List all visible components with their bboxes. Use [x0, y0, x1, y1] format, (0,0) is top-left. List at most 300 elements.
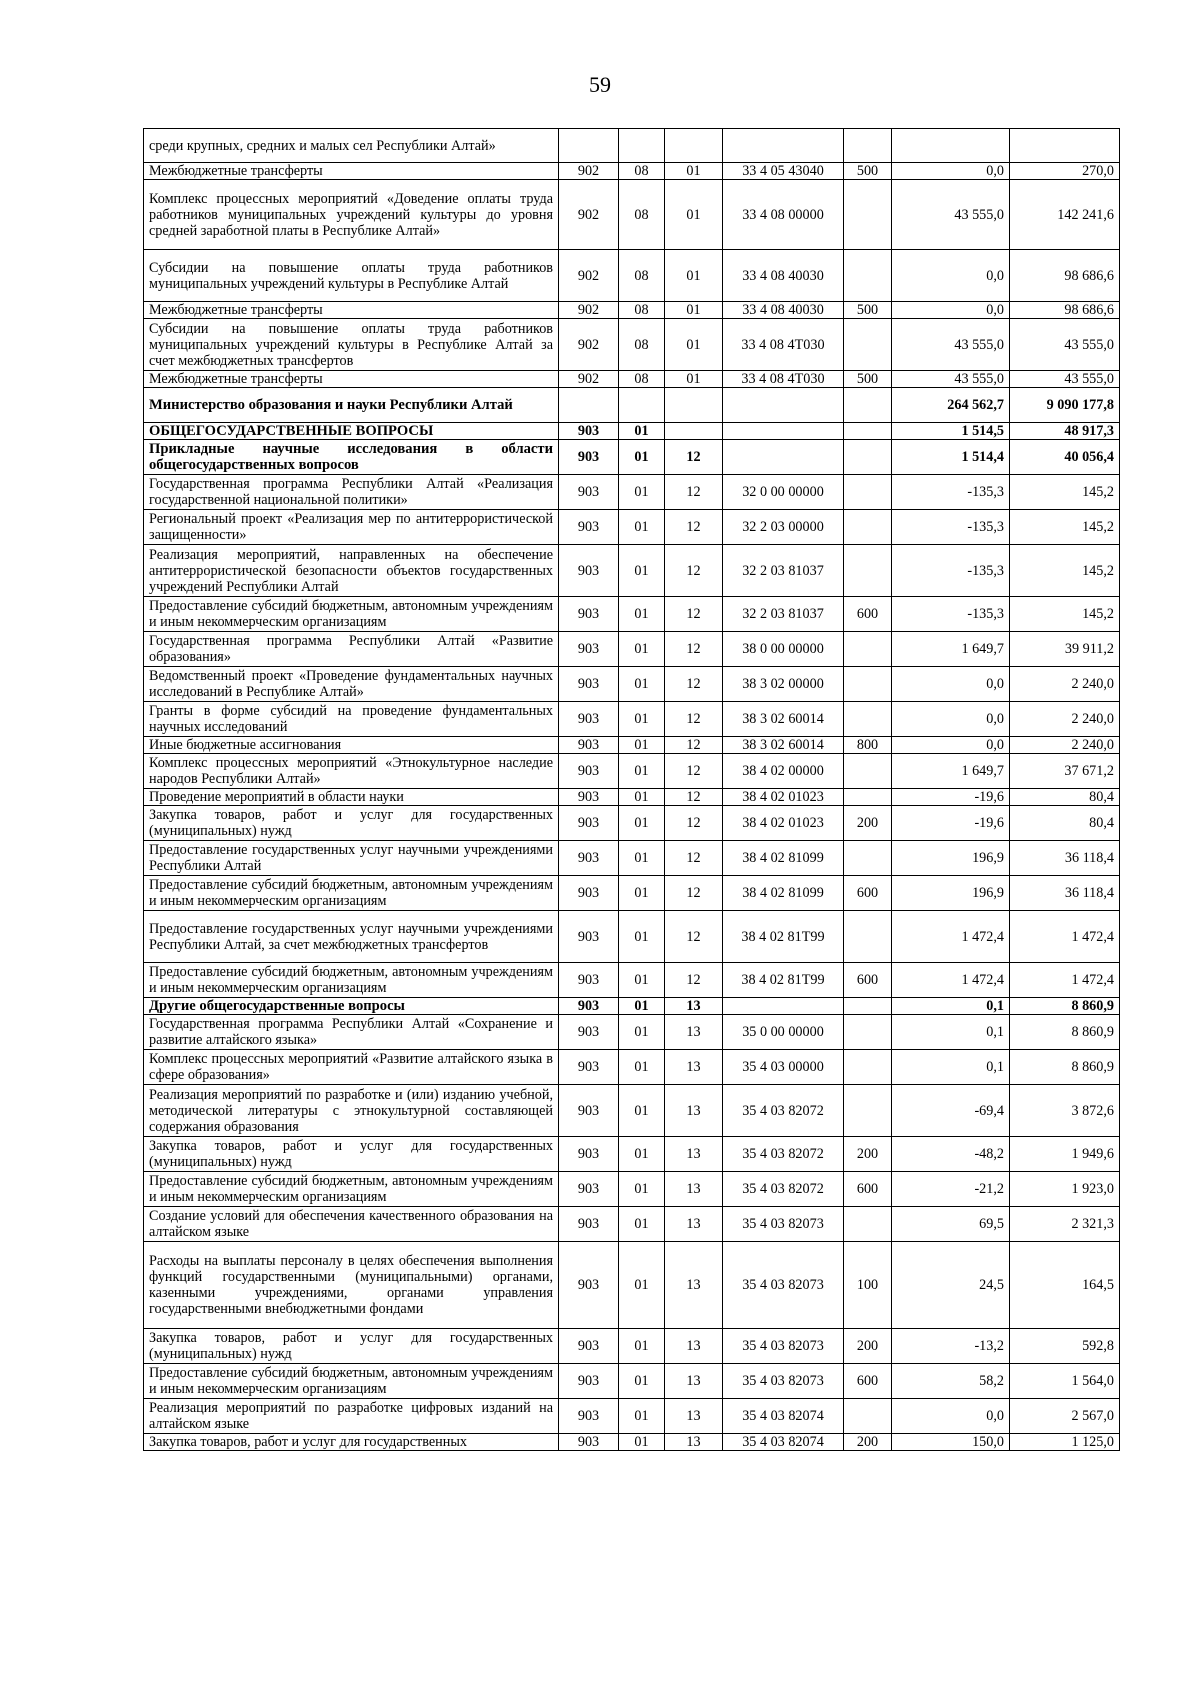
row-pr: 12: [665, 841, 723, 876]
row-pr: 12: [665, 545, 723, 597]
row-pr: 01: [665, 250, 723, 302]
row-name: Предоставление государственных услуг научными учреждениями Республики Алтай: [144, 841, 559, 876]
row-rz: 01: [619, 440, 665, 475]
row-ved: 903: [559, 1085, 619, 1137]
row-name: Субсидии на повышение оплаты труда работников муниципальных учреждений культуры в Республике Алтай: [144, 250, 559, 302]
row-amount-1: 0,1: [892, 1015, 1010, 1050]
row-ved: 903: [559, 1207, 619, 1242]
row-csr: 38 3 02 00000: [723, 667, 844, 702]
row-ved: 903: [559, 911, 619, 963]
row-vr: [844, 1015, 892, 1050]
row-rz: 01: [619, 1242, 665, 1329]
row-ved: 903: [559, 998, 619, 1015]
row-vr: [844, 250, 892, 302]
row-csr: 32 2 03 81037: [723, 545, 844, 597]
row-csr: 35 4 03 82074: [723, 1434, 844, 1451]
row-ved: 903: [559, 754, 619, 789]
row-amount-2: 8 860,9: [1010, 1050, 1120, 1085]
row-vr: 500: [844, 371, 892, 388]
row-ved: 903: [559, 545, 619, 597]
row-amount-2: 37 671,2: [1010, 754, 1120, 789]
row-name: Предоставление субсидий бюджетным, автономным учреждениям и иным некоммерческим организациям: [144, 1364, 559, 1399]
row-ved: 903: [559, 1015, 619, 1050]
row-vr: [844, 545, 892, 597]
table-row: [144, 1137, 1120, 1172]
table-row: [144, 371, 1120, 388]
row-amount-1: 43 555,0: [892, 180, 1010, 250]
row-pr: 01: [665, 371, 723, 388]
row-amount-2: 145,2: [1010, 597, 1120, 632]
row-ved: 903: [559, 510, 619, 545]
row-vr: 600: [844, 963, 892, 998]
row-amount-2: 1 472,4: [1010, 911, 1120, 963]
budget-table: [143, 128, 1120, 1451]
row-amount-1: -69,4: [892, 1085, 1010, 1137]
row-amount-1: 0,0: [892, 702, 1010, 737]
row-csr: 38 4 02 81099: [723, 876, 844, 911]
row-ved: 902: [559, 302, 619, 319]
row-ved: 903: [559, 789, 619, 806]
row-amount-1: 1 472,4: [892, 911, 1010, 963]
row-vr: 800: [844, 737, 892, 754]
row-name: Предоставление субсидий бюджетным, автономным учреждениям и иным некоммерческим организациям: [144, 876, 559, 911]
row-rz: 08: [619, 302, 665, 319]
row-pr: [665, 129, 723, 163]
table-row: [144, 545, 1120, 597]
row-amount-2: 2 240,0: [1010, 667, 1120, 702]
row-amount-1: 0,1: [892, 1050, 1010, 1085]
row-amount-1: 1 649,7: [892, 754, 1010, 789]
row-name: Предоставление субсидий бюджетным, автономным учреждениям и иным некоммерческим организациям: [144, 963, 559, 998]
row-vr: 600: [844, 597, 892, 632]
table-row: [144, 1085, 1120, 1137]
row-ved: 903: [559, 423, 619, 440]
row-rz: 01: [619, 1137, 665, 1172]
row-pr: 13: [665, 1364, 723, 1399]
table-row: [144, 475, 1120, 510]
row-csr: [723, 129, 844, 163]
row-amount-2: 40 056,4: [1010, 440, 1120, 475]
row-ved: 903: [559, 1329, 619, 1364]
row-ved: 903: [559, 876, 619, 911]
row-csr: 32 0 00 00000: [723, 475, 844, 510]
table-row: [144, 841, 1120, 876]
row-csr: 32 2 03 00000: [723, 510, 844, 545]
row-pr: 12: [665, 475, 723, 510]
row-amount-2: 145,2: [1010, 510, 1120, 545]
row-amount-1: [892, 129, 1010, 163]
row-vr: [844, 1399, 892, 1434]
row-ved: 903: [559, 1434, 619, 1451]
row-csr: 33 4 08 4Т030: [723, 371, 844, 388]
row-vr: 100: [844, 1242, 892, 1329]
row-pr: 01: [665, 319, 723, 371]
row-amount-2: 2 240,0: [1010, 702, 1120, 737]
row-amount-1: 43 555,0: [892, 319, 1010, 371]
row-amount-1: -48,2: [892, 1137, 1010, 1172]
row-ved: 903: [559, 1242, 619, 1329]
row-name: Предоставление государственных услуг научными учреждениями Республики Алтай, за счет межбюджетных трансфертов: [144, 911, 559, 963]
table-row: [144, 319, 1120, 371]
row-amount-2: 8 860,9: [1010, 1015, 1120, 1050]
row-rz: 01: [619, 475, 665, 510]
row-name: Предоставление субсидий бюджетным, автономным учреждениям и иным некоммерческим организациям: [144, 1172, 559, 1207]
row-amount-2: 1 472,4: [1010, 963, 1120, 998]
row-amount-2: 145,2: [1010, 475, 1120, 510]
row-amount-1: 264 562,7: [892, 388, 1010, 423]
row-rz: 01: [619, 1329, 665, 1364]
row-csr: 35 4 03 82073: [723, 1207, 844, 1242]
table-row: [144, 737, 1120, 754]
row-amount-1: 196,9: [892, 841, 1010, 876]
row-csr: 33 4 08 40030: [723, 302, 844, 319]
row-vr: [844, 998, 892, 1015]
row-vr: [844, 789, 892, 806]
row-amount-2: [1010, 129, 1120, 163]
row-vr: [844, 1050, 892, 1085]
row-amount-1: -21,2: [892, 1172, 1010, 1207]
row-amount-2: 2 567,0: [1010, 1399, 1120, 1434]
row-vr: 200: [844, 806, 892, 841]
row-amount-2: 2 240,0: [1010, 737, 1120, 754]
row-csr: 38 4 02 01023: [723, 789, 844, 806]
row-pr: 12: [665, 806, 723, 841]
row-amount-2: 1 564,0: [1010, 1364, 1120, 1399]
row-amount-1: 1 472,4: [892, 963, 1010, 998]
row-ved: 903: [559, 841, 619, 876]
row-vr: [844, 129, 892, 163]
table-row: [144, 1242, 1120, 1329]
row-amount-2: 8 860,9: [1010, 998, 1120, 1015]
table-row: [144, 423, 1120, 440]
row-csr: 38 4 02 01023: [723, 806, 844, 841]
row-ved: 903: [559, 1364, 619, 1399]
row-pr: 13: [665, 1050, 723, 1085]
row-amount-1: -19,6: [892, 789, 1010, 806]
row-vr: [844, 911, 892, 963]
row-amount-2: 3 872,6: [1010, 1085, 1120, 1137]
row-vr: 600: [844, 876, 892, 911]
row-csr: 35 4 03 82072: [723, 1172, 844, 1207]
row-rz: 01: [619, 998, 665, 1015]
row-ved: 903: [559, 806, 619, 841]
row-pr: 13: [665, 1172, 723, 1207]
row-amount-2: 98 686,6: [1010, 302, 1120, 319]
row-rz: 08: [619, 371, 665, 388]
row-ved: 903: [559, 440, 619, 475]
row-pr: 12: [665, 754, 723, 789]
row-pr: 12: [665, 667, 723, 702]
row-name: Региональный проект «Реализация мер по антитеррористической защищенности»: [144, 510, 559, 545]
row-pr: 01: [665, 163, 723, 180]
row-pr: 12: [665, 632, 723, 667]
row-rz: 01: [619, 1050, 665, 1085]
row-name: Проведение мероприятий в области науки: [144, 789, 559, 806]
row-amount-1: 1 649,7: [892, 632, 1010, 667]
row-name: Комплекс процессных мероприятий «Развитие алтайского языка в сфере образования»: [144, 1050, 559, 1085]
row-rz: 01: [619, 510, 665, 545]
budget-table-body: [144, 129, 1120, 1451]
row-amount-1: 43 555,0: [892, 371, 1010, 388]
row-rz: 01: [619, 754, 665, 789]
table-row: [144, 1364, 1120, 1399]
table-row: [144, 876, 1120, 911]
row-vr: [844, 319, 892, 371]
row-ved: 903: [559, 737, 619, 754]
row-csr: 35 4 03 82073: [723, 1329, 844, 1364]
table-row: [144, 632, 1120, 667]
table-row: [144, 163, 1120, 180]
row-amount-1: -135,3: [892, 597, 1010, 632]
row-amount-2: 39 911,2: [1010, 632, 1120, 667]
row-vr: [844, 423, 892, 440]
row-amount-2: 270,0: [1010, 163, 1120, 180]
row-pr: 13: [665, 1137, 723, 1172]
row-name: Реализация мероприятий по разработке и (или) изданию учебной, методической литературы с этнокультурной составляющей содержания образования: [144, 1085, 559, 1137]
row-pr: 12: [665, 597, 723, 632]
row-amount-1: -135,3: [892, 545, 1010, 597]
row-rz: 01: [619, 597, 665, 632]
row-amount-1: 1 514,5: [892, 423, 1010, 440]
row-name: Реализация мероприятий по разработке цифровых изданий на алтайском языке: [144, 1399, 559, 1434]
row-pr: 13: [665, 1207, 723, 1242]
row-ved: 903: [559, 667, 619, 702]
table-row: [144, 806, 1120, 841]
row-name: Закупка товаров, работ и услуг для государственных (муниципальных) нужд: [144, 806, 559, 841]
row-rz: [619, 388, 665, 423]
table-row: [144, 963, 1120, 998]
row-rz: 08: [619, 180, 665, 250]
row-amount-2: 36 118,4: [1010, 876, 1120, 911]
row-pr: 13: [665, 1015, 723, 1050]
row-vr: 200: [844, 1329, 892, 1364]
table-row: [144, 1329, 1120, 1364]
row-name: Ведомственный проект «Проведение фундаментальных научных исследований в Республике Алтай»: [144, 667, 559, 702]
row-csr: 33 4 05 43040: [723, 163, 844, 180]
row-amount-1: 58,2: [892, 1364, 1010, 1399]
table-row: [144, 180, 1120, 250]
row-rz: 01: [619, 1434, 665, 1451]
row-ved: 903: [559, 597, 619, 632]
row-name: Министерство образования и науки Республики Алтай: [144, 388, 559, 423]
row-amount-1: 0,0: [892, 1399, 1010, 1434]
row-name: Комплекс процессных мероприятий «Этнокультурное наследие народов Республики Алтай»: [144, 754, 559, 789]
row-ved: 902: [559, 250, 619, 302]
row-name: Предоставление субсидий бюджетным, автономным учреждениям и иным некоммерческим организациям: [144, 597, 559, 632]
row-csr: 35 4 03 82073: [723, 1242, 844, 1329]
row-rz: 01: [619, 545, 665, 597]
row-csr: 35 4 03 82073: [723, 1364, 844, 1399]
row-vr: 200: [844, 1434, 892, 1451]
row-vr: [844, 702, 892, 737]
row-vr: [844, 1207, 892, 1242]
row-amount-2: 164,5: [1010, 1242, 1120, 1329]
table-row: [144, 998, 1120, 1015]
row-name: Закупка товаров, работ и услуг для государственных (муниципальных) нужд: [144, 1329, 559, 1364]
row-pr: 12: [665, 911, 723, 963]
row-csr: 35 4 03 00000: [723, 1050, 844, 1085]
row-csr: 35 4 03 82074: [723, 1399, 844, 1434]
row-name: Субсидии на повышение оплаты труда работников муниципальных учреждений культуры в Республике Алтай за счет межбюджетных трансфертов: [144, 319, 559, 371]
row-rz: 01: [619, 806, 665, 841]
table-row: [144, 302, 1120, 319]
row-name: ОБЩЕГОСУДАРСТВЕННЫЕ ВОПРОСЫ: [144, 423, 559, 440]
row-pr: 13: [665, 1085, 723, 1137]
row-csr: 33 4 08 4Т030: [723, 319, 844, 371]
table-row: [144, 1434, 1120, 1451]
row-rz: 01: [619, 423, 665, 440]
row-name: среди крупных, средних и малых сел Республики Алтай»: [144, 129, 559, 163]
row-amount-1: 150,0: [892, 1434, 1010, 1451]
table-row: [144, 789, 1120, 806]
row-csr: 38 4 02 81Т99: [723, 963, 844, 998]
row-pr: [665, 388, 723, 423]
row-amount-1: 24,5: [892, 1242, 1010, 1329]
row-ved: [559, 388, 619, 423]
table-row: [144, 911, 1120, 963]
row-vr: [844, 1085, 892, 1137]
table-row: [144, 1015, 1120, 1050]
table-row: [144, 510, 1120, 545]
row-name: Реализация мероприятий, направленных на обеспечение антитеррористической безопасности объектов государственных учреждений Республики Алтай: [144, 545, 559, 597]
row-csr: [723, 423, 844, 440]
row-amount-1: -135,3: [892, 475, 1010, 510]
row-pr: 13: [665, 1329, 723, 1364]
row-vr: [844, 632, 892, 667]
row-amount-1: 0,0: [892, 737, 1010, 754]
row-amount-2: 2 321,3: [1010, 1207, 1120, 1242]
row-rz: 01: [619, 841, 665, 876]
row-vr: [844, 440, 892, 475]
row-rz: 08: [619, 163, 665, 180]
row-pr: 12: [665, 737, 723, 754]
row-ved: [559, 129, 619, 163]
row-ved: 902: [559, 163, 619, 180]
row-amount-2: 9 090 177,8: [1010, 388, 1120, 423]
row-csr: 33 4 08 40030: [723, 250, 844, 302]
row-amount-1: 69,5: [892, 1207, 1010, 1242]
row-vr: [844, 667, 892, 702]
row-vr: 600: [844, 1364, 892, 1399]
row-vr: 600: [844, 1172, 892, 1207]
row-amount-2: 145,2: [1010, 545, 1120, 597]
table-row: [144, 702, 1120, 737]
row-pr: 12: [665, 789, 723, 806]
row-csr: 35 4 03 82072: [723, 1085, 844, 1137]
row-rz: 01: [619, 911, 665, 963]
row-pr: 13: [665, 1399, 723, 1434]
table-row: [144, 440, 1120, 475]
row-ved: 903: [559, 963, 619, 998]
row-rz: 01: [619, 1399, 665, 1434]
row-name: Комплекс процессных мероприятий «Доведение оплаты труда работников муниципальных учреждений культуры до уровня средней заработной платы в Республике Алтай»: [144, 180, 559, 250]
row-name: Межбюджетные трансферты: [144, 302, 559, 319]
row-amount-2: 98 686,6: [1010, 250, 1120, 302]
row-pr: 12: [665, 876, 723, 911]
row-rz: 08: [619, 250, 665, 302]
table-row: [144, 129, 1120, 163]
row-rz: 01: [619, 1207, 665, 1242]
row-name: Закупка товаров, работ и услуг для государственных (муниципальных) нужд: [144, 1137, 559, 1172]
row-pr: 01: [665, 302, 723, 319]
row-amount-1: 1 514,4: [892, 440, 1010, 475]
row-amount-1: 0,0: [892, 163, 1010, 180]
row-amount-2: 1 923,0: [1010, 1172, 1120, 1207]
row-pr: [665, 423, 723, 440]
row-amount-2: 43 555,0: [1010, 371, 1120, 388]
row-csr: 38 4 02 81099: [723, 841, 844, 876]
row-amount-1: 0,0: [892, 302, 1010, 319]
row-csr: 38 3 02 60014: [723, 702, 844, 737]
row-rz: 01: [619, 1085, 665, 1137]
row-csr: [723, 440, 844, 475]
row-pr: 12: [665, 702, 723, 737]
row-rz: 01: [619, 632, 665, 667]
row-rz: 08: [619, 319, 665, 371]
row-vr: [844, 388, 892, 423]
table-row: [144, 1172, 1120, 1207]
row-rz: 01: [619, 876, 665, 911]
row-amount-1: 0,0: [892, 667, 1010, 702]
row-amount-1: 0,1: [892, 998, 1010, 1015]
row-name: Создание условий для обеспечения качественного образования на алтайском языке: [144, 1207, 559, 1242]
row-pr: 01: [665, 180, 723, 250]
row-pr: 12: [665, 440, 723, 475]
row-amount-1: -13,2: [892, 1329, 1010, 1364]
row-csr: [723, 998, 844, 1015]
row-rz: 01: [619, 963, 665, 998]
row-vr: [844, 180, 892, 250]
row-name: Закупка товаров, работ и услуг для государственных: [144, 1434, 559, 1451]
row-ved: 903: [559, 475, 619, 510]
row-amount-2: 48 917,3: [1010, 423, 1120, 440]
row-csr: 38 4 02 81Т99: [723, 911, 844, 963]
row-ved: 902: [559, 319, 619, 371]
row-rz: 01: [619, 667, 665, 702]
row-amount-1: 0,0: [892, 250, 1010, 302]
row-name: Иные бюджетные ассигнования: [144, 737, 559, 754]
row-amount-1: -135,3: [892, 510, 1010, 545]
row-rz: 01: [619, 702, 665, 737]
row-amount-2: 43 555,0: [1010, 319, 1120, 371]
row-csr: 32 2 03 81037: [723, 597, 844, 632]
row-name: Расходы на выплаты персоналу в целях обеспечения выполнения функций государственными (муниципальными) органами, казенными учреждениями, органами управления государственными внебюджетными фондами: [144, 1242, 559, 1329]
row-name: Государственная программа Республики Алтай «Сохранение и развитие алтайского языка»: [144, 1015, 559, 1050]
table-row: [144, 667, 1120, 702]
page-number: 59: [589, 72, 611, 97]
row-pr: 12: [665, 510, 723, 545]
row-vr: [844, 475, 892, 510]
table-row: [144, 250, 1120, 302]
row-amount-1: -19,6: [892, 806, 1010, 841]
row-name: Межбюджетные трансферты: [144, 163, 559, 180]
row-vr: [844, 510, 892, 545]
row-ved: 903: [559, 1172, 619, 1207]
row-csr: 35 0 00 00000: [723, 1015, 844, 1050]
row-ved: 902: [559, 371, 619, 388]
row-vr: 500: [844, 302, 892, 319]
table-row: [144, 754, 1120, 789]
row-ved: 903: [559, 702, 619, 737]
row-amount-1: 196,9: [892, 876, 1010, 911]
row-csr: [723, 388, 844, 423]
row-pr: 13: [665, 998, 723, 1015]
row-name: Другие общегосударственные вопросы: [144, 998, 559, 1015]
row-name: Государственная программа Республики Алтай «Реализация государственной национальной политики»: [144, 475, 559, 510]
row-csr: 35 4 03 82072: [723, 1137, 844, 1172]
row-vr: 500: [844, 163, 892, 180]
row-pr: 12: [665, 963, 723, 998]
